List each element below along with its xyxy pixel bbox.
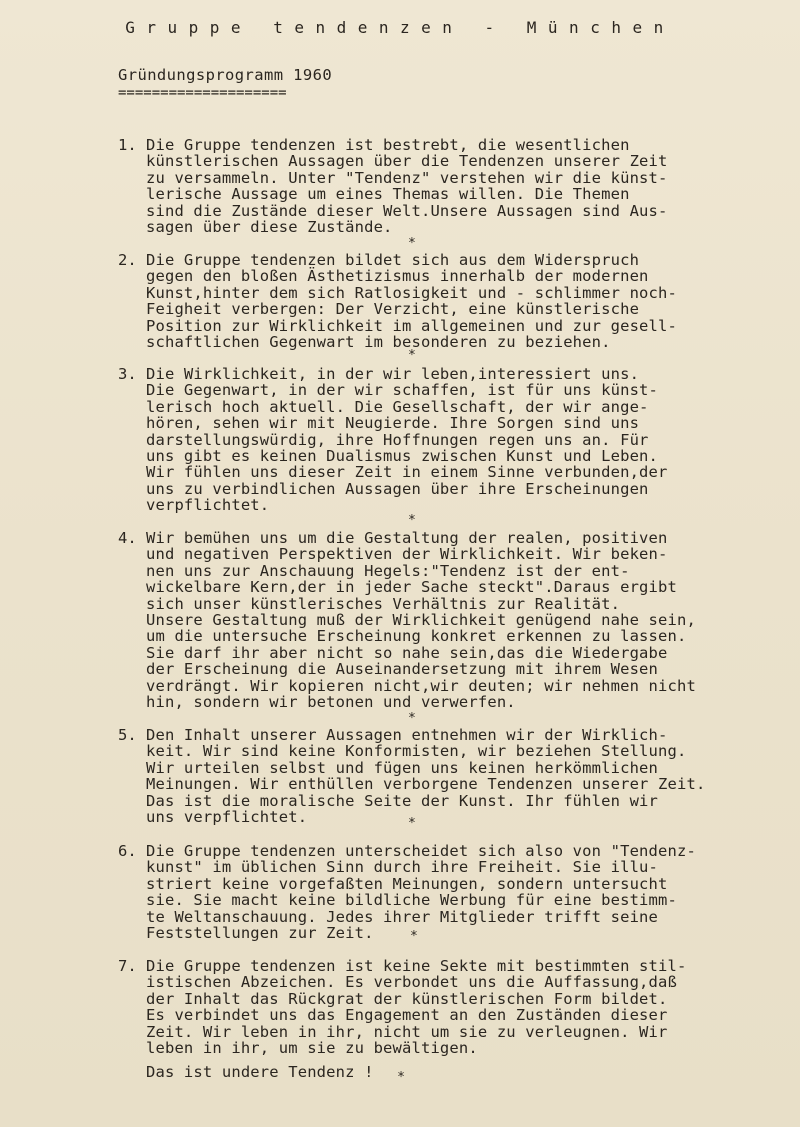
text-line: Meinungen. Wir enthüllen verborgene Tendenzen unserer Zeit. bbox=[146, 775, 706, 794]
text-line: um die untersuche Erscheinung konkret erkennen zu lassen. bbox=[146, 627, 687, 646]
text-line: uns gibt es keinen Dualismus zwischen Kunst und Leben. bbox=[146, 447, 659, 466]
section-separator: * bbox=[410, 929, 418, 944]
text-line: Sie darf ihr aber nicht so nahe sein,das die Wiedergabe bbox=[146, 643, 668, 662]
section-separator: * bbox=[408, 711, 416, 726]
item-text bbox=[146, 842, 696, 944]
item-text bbox=[146, 137, 668, 235]
text-line: der Erscheinung die Auseinandersetzung mit ihrem Wesen bbox=[146, 660, 659, 679]
program-subtitle: Gründungsprogramm 1960 bbox=[118, 66, 333, 84]
section-separator: * bbox=[408, 348, 416, 363]
text-line: striert keine vorgefaßten Meinungen, sondern untersucht bbox=[146, 874, 668, 893]
text-line: lerische Aussage um eines Themas willen. Die Themen bbox=[146, 185, 630, 204]
text-line: Feststellungen zur Zeit. bbox=[146, 924, 374, 943]
page-title: Gruppe tendenzen - München bbox=[125, 18, 675, 37]
text-line: Das ist die moralische Seite der Kunst. Ihr fühlen wir bbox=[146, 791, 659, 810]
item-text bbox=[146, 958, 686, 1056]
item-number: 6. bbox=[118, 842, 137, 860]
item-text bbox=[146, 727, 705, 825]
subtitle-underline: ==================== bbox=[118, 85, 287, 101]
text-line: und negativen Perspektiven der Wirklichkeit. Wir beken- bbox=[146, 545, 668, 564]
text-line: keit. Wir sind keine Konformisten, wir beziehen Stellung. bbox=[146, 742, 687, 761]
section-separator: * bbox=[408, 513, 416, 528]
text-line: Position zur Wirklichkeit im allgemeinen und zur gesell- bbox=[146, 316, 677, 335]
text-line: hören, sehen wir mit Neugierde. Ihre Sorgen sind uns bbox=[146, 414, 640, 433]
text-line: Die Gruppe tendenzen unterscheidet sich also von "Tendenz- bbox=[146, 842, 696, 860]
text-line: Den Inhalt unserer Aussagen entnehmen wir der Wirklich- bbox=[146, 726, 668, 744]
item-number: 1. bbox=[118, 136, 137, 154]
text-line: Zeit. Wir leben in ihr, nicht um sie zu verleugnen. Wir bbox=[146, 1022, 668, 1041]
item-text bbox=[146, 252, 677, 350]
item-text bbox=[146, 366, 668, 514]
text-line: Es verbindet uns das Engagement an den Zuständen dieser bbox=[146, 1006, 668, 1025]
text-line: Die Gegenwart, in der wir schaffen, ist für uns künst- bbox=[146, 381, 659, 400]
item-number: 5. bbox=[118, 726, 137, 744]
text-line: verdrängt. Wir kopieren nicht,wir deuten; wir nehmen nicht bbox=[146, 676, 696, 695]
text-line: Die Gruppe tendenzen bildet sich aus dem Widerspruch bbox=[146, 251, 640, 269]
text-line: Kunst,hinter dem sich Ratlosigkeit und - schlimmer noch- bbox=[146, 283, 677, 302]
text-line: hin, sondern wir betonen und verwerfen. bbox=[146, 693, 516, 712]
item-number: 2. bbox=[118, 251, 137, 269]
text-line: künstlerischen Aussagen über die Tendenzen unserer Zeit bbox=[146, 152, 668, 171]
text-line: darstellungswürdig, ihre Hoffnungen regen uns an. Für bbox=[146, 430, 649, 449]
text-line: Die Wirklichkeit, in der wir leben,interessiert uns. bbox=[146, 365, 640, 383]
text-line: sich unser künstlerisches Verhältnis zur Realität. bbox=[146, 594, 621, 613]
item-number: 4. bbox=[118, 529, 137, 547]
text-line: kunst" im üblichen Sinn durch ihre Freiheit. Sie illu- bbox=[146, 858, 659, 877]
section-separator: * bbox=[408, 236, 416, 251]
text-line: Die Gruppe tendenzen ist bestrebt, die wesentlichen bbox=[146, 136, 630, 154]
text-line: Wir fühlen uns dieser Zeit in einem Sinne verbunden,der bbox=[146, 463, 668, 482]
text-line: der Inhalt das Rückgrat der künstlerischen Form bildet. bbox=[146, 989, 668, 1008]
item-text bbox=[146, 530, 696, 710]
item-number: 3. bbox=[118, 365, 137, 383]
text-line: Feigheit verbergen: Der Verzicht, eine künstlerische bbox=[146, 300, 640, 319]
closing-statement bbox=[146, 1063, 406, 1085]
text-line: sie. Sie macht keine bildliche Werbung für eine bestimm- bbox=[146, 891, 677, 910]
text-line: schaftlichen Gegenwart im besonderen zu beziehen. bbox=[146, 333, 611, 352]
section-separator: * bbox=[408, 816, 416, 831]
text-line: Wir urteilen selbst und fügen uns keinen herkömmlichen bbox=[146, 758, 659, 777]
closing-text: Das ist undere Tendenz ! bbox=[146, 1063, 374, 1081]
text-line: istischen Abzeichen. Es verbondet uns die Auffassung,daß bbox=[146, 973, 677, 992]
text-line: sind die Zustände dieser Welt.Unsere Aussagen sind Aus- bbox=[146, 201, 668, 220]
text-line: te Weltanschauung. Jedes ihrer Mitglieder trifft seine bbox=[146, 907, 659, 926]
text-line: Unsere Gestaltung muß der Wirklichkeit genügend nahe sein, bbox=[146, 611, 696, 630]
text-line: zu versammeln. Unter "Tendenz" verstehen wir die künst- bbox=[146, 168, 668, 187]
item-number: 7. bbox=[118, 957, 137, 975]
text-line: sagen über diese Zustände. bbox=[146, 218, 393, 237]
closing-star: * bbox=[397, 1070, 406, 1085]
text-line: gegen den bloßen Ästhetizismus innerhalb der modernen bbox=[146, 267, 649, 286]
text-line: Die Gruppe tendenzen ist keine Sekte mit bestimmten stil- bbox=[146, 957, 687, 975]
text-line: wickelbare Kern,der in jeder Sache steckt".Daraus ergibt bbox=[146, 578, 677, 597]
text-line: Wir bemühen uns um die Gestaltung der realen, positiven bbox=[146, 529, 668, 547]
text-line: uns verpflichtet. bbox=[146, 808, 308, 827]
text-line: lerisch hoch aktuell. Die Gesellschaft, der wir ange- bbox=[146, 397, 649, 416]
text-line: verpflichtet. bbox=[146, 496, 270, 515]
text-line: nen uns zur Anschauung Hegels:"Tendenz ist der ent- bbox=[146, 561, 630, 580]
text-line: uns zu verbindlichen Aussagen über ihre Erscheinungen bbox=[146, 479, 649, 498]
text-line: leben in ihr, um sie zu bewältigen. bbox=[146, 1039, 478, 1058]
